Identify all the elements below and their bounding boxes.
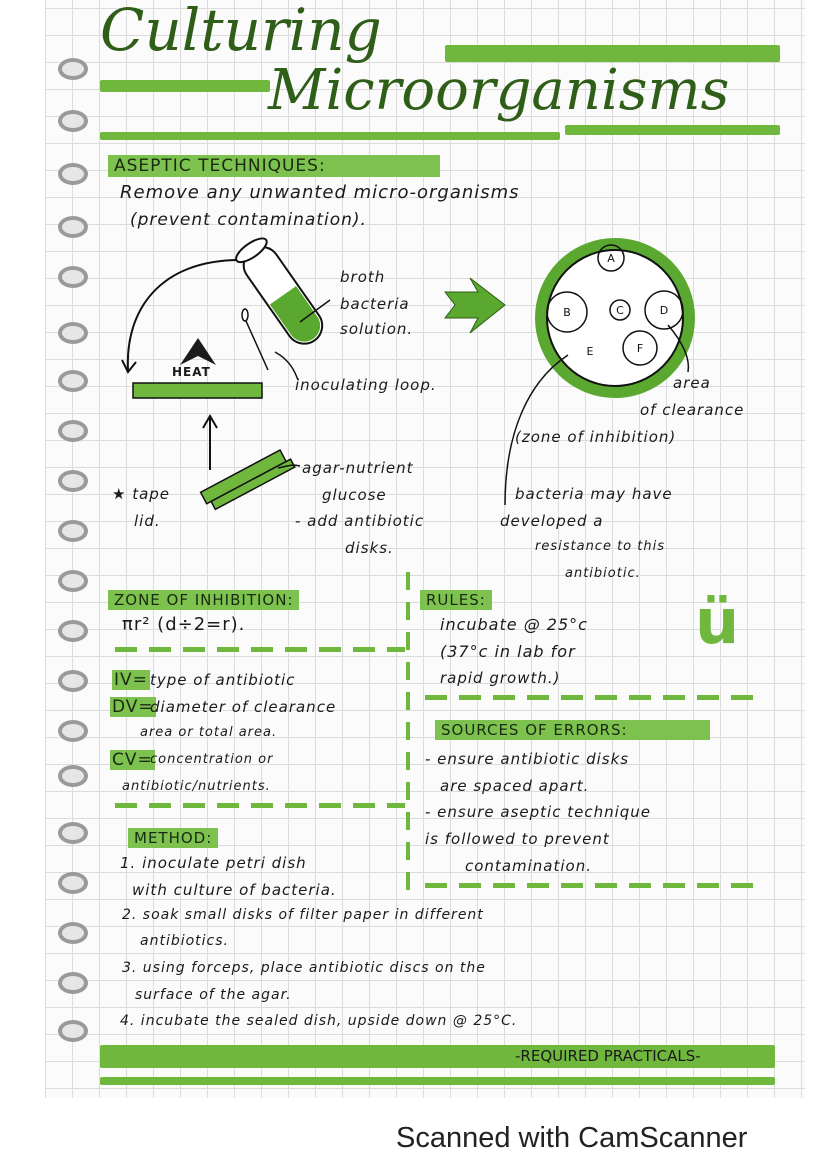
label-solution: solution. xyxy=(340,320,414,338)
errors-line3: - ensure aseptic technique xyxy=(425,803,652,821)
dv-text-2: area or total area. xyxy=(140,725,278,740)
method-step4: 4. incubate the sealed dish, upside down @ 25°C. xyxy=(120,1013,518,1029)
method-step2b: antibiotics. xyxy=(140,933,229,949)
label-resistance-3: resistance to this xyxy=(535,539,665,554)
big-arrow-icon xyxy=(445,278,505,333)
spiral-ring xyxy=(58,972,88,994)
dashed-divider xyxy=(115,647,405,652)
footer-label: -REQUIRED PRACTICALS- xyxy=(515,1047,701,1065)
label-agar: agar-nutrient xyxy=(302,459,414,477)
label-zone: (zone of inhibition) xyxy=(515,428,677,446)
errors-heading: SOURCES OF ERRORS: xyxy=(435,720,710,740)
spiral-ring xyxy=(58,1020,88,1042)
iv-label: IV= xyxy=(114,670,148,690)
dashed-divider xyxy=(425,695,755,700)
heat-flame-icon xyxy=(180,338,216,365)
errors-line2: are spaced apart. xyxy=(440,777,590,795)
agar-plate-icon xyxy=(201,448,295,512)
cv-text-2: antibiotic/nutrients. xyxy=(122,779,271,794)
errors-line5: contamination. xyxy=(465,857,592,875)
label-bacteria: bacteria xyxy=(340,295,410,313)
dv-label: DV= xyxy=(112,697,154,717)
label-heat: HEAT xyxy=(172,365,211,379)
rules-line1: incubate @ 25°c xyxy=(440,615,588,634)
aseptic-heading: ASEPTIC TECHNIQUES: xyxy=(108,155,440,177)
dashed-divider xyxy=(115,803,405,808)
disk-label: A xyxy=(607,252,615,265)
scanner-watermark: Scanned with CamScanner xyxy=(396,1122,748,1154)
spiral-ring xyxy=(58,872,88,894)
method-heading: METHOD: xyxy=(128,828,218,848)
spiral-ring xyxy=(58,765,88,787)
method-step1b: with culture of bacteria. xyxy=(132,881,337,899)
disk-label: D xyxy=(659,304,669,317)
label-glucose: glucose xyxy=(322,486,387,504)
label-lid: lid. xyxy=(134,512,161,530)
method-step3b: surface of the agar. xyxy=(135,987,292,1003)
method-step1a: 1. inoculate petri dish xyxy=(120,854,307,872)
title-line2: Microorganisms xyxy=(268,58,730,123)
errors-line1: - ensure antibiotic disks xyxy=(425,750,630,768)
disk-label: B xyxy=(563,306,571,319)
label-disks: disks. xyxy=(345,539,394,557)
label-area: area xyxy=(673,374,711,392)
iv-text: type of antibiotic xyxy=(150,671,296,689)
footer-bar xyxy=(100,1077,775,1085)
inoculating-loop-icon xyxy=(242,309,268,370)
spiral-ring xyxy=(58,720,88,742)
dashed-divider xyxy=(425,883,755,888)
cycle-arrow xyxy=(128,260,240,370)
method-step2a: 2. soak small disks of filter paper in different xyxy=(122,907,484,923)
label-resistance-2: developed a xyxy=(500,512,604,530)
rules-line2: (37°c in lab for xyxy=(440,642,576,661)
smiley-icon: ü xyxy=(695,585,740,658)
label-tape: ★ tape xyxy=(112,485,171,503)
label-clearance: of clearance xyxy=(640,401,745,419)
rules-heading: RULES: xyxy=(420,590,492,610)
spiral-ring xyxy=(58,822,88,844)
test-tube-icon xyxy=(233,234,330,350)
zone-formula: πr² (d÷2=r). xyxy=(122,614,246,635)
zone-heading: ZONE OF INHIBITION: xyxy=(108,590,299,610)
label-resistance-1: bacteria may have xyxy=(515,485,673,503)
disk-label: C xyxy=(616,304,624,317)
vertical-divider xyxy=(406,572,410,892)
disk-label: F xyxy=(636,342,644,355)
label-add-antibiotic: - add antibiotic xyxy=(295,512,425,530)
dv-text-1: diameter of clearance xyxy=(150,698,337,716)
rules-line3: rapid growth.) xyxy=(440,669,561,687)
label-inoculating-loop: inoculating loop. xyxy=(295,376,437,394)
title-line1: Culturing xyxy=(100,0,382,64)
spiral-ring xyxy=(58,620,88,642)
label-broth: broth xyxy=(340,268,386,286)
label-resistance-4: antibiotic. xyxy=(565,566,641,581)
disk-label: E xyxy=(586,345,594,358)
aseptic-line2: (prevent contamination). xyxy=(130,210,367,230)
errors-line4: is followed to prevent xyxy=(425,830,610,848)
spiral-ring xyxy=(58,670,88,692)
cv-text-1: concentration or xyxy=(150,752,274,767)
bunsen-bar xyxy=(133,383,262,398)
method-step3a: 3. using forceps, place antibiotic discs on the xyxy=(122,960,486,976)
aseptic-line1: Remove any unwanted micro-organisms xyxy=(120,182,520,203)
cv-label: CV= xyxy=(112,750,153,770)
spiral-ring xyxy=(58,922,88,944)
